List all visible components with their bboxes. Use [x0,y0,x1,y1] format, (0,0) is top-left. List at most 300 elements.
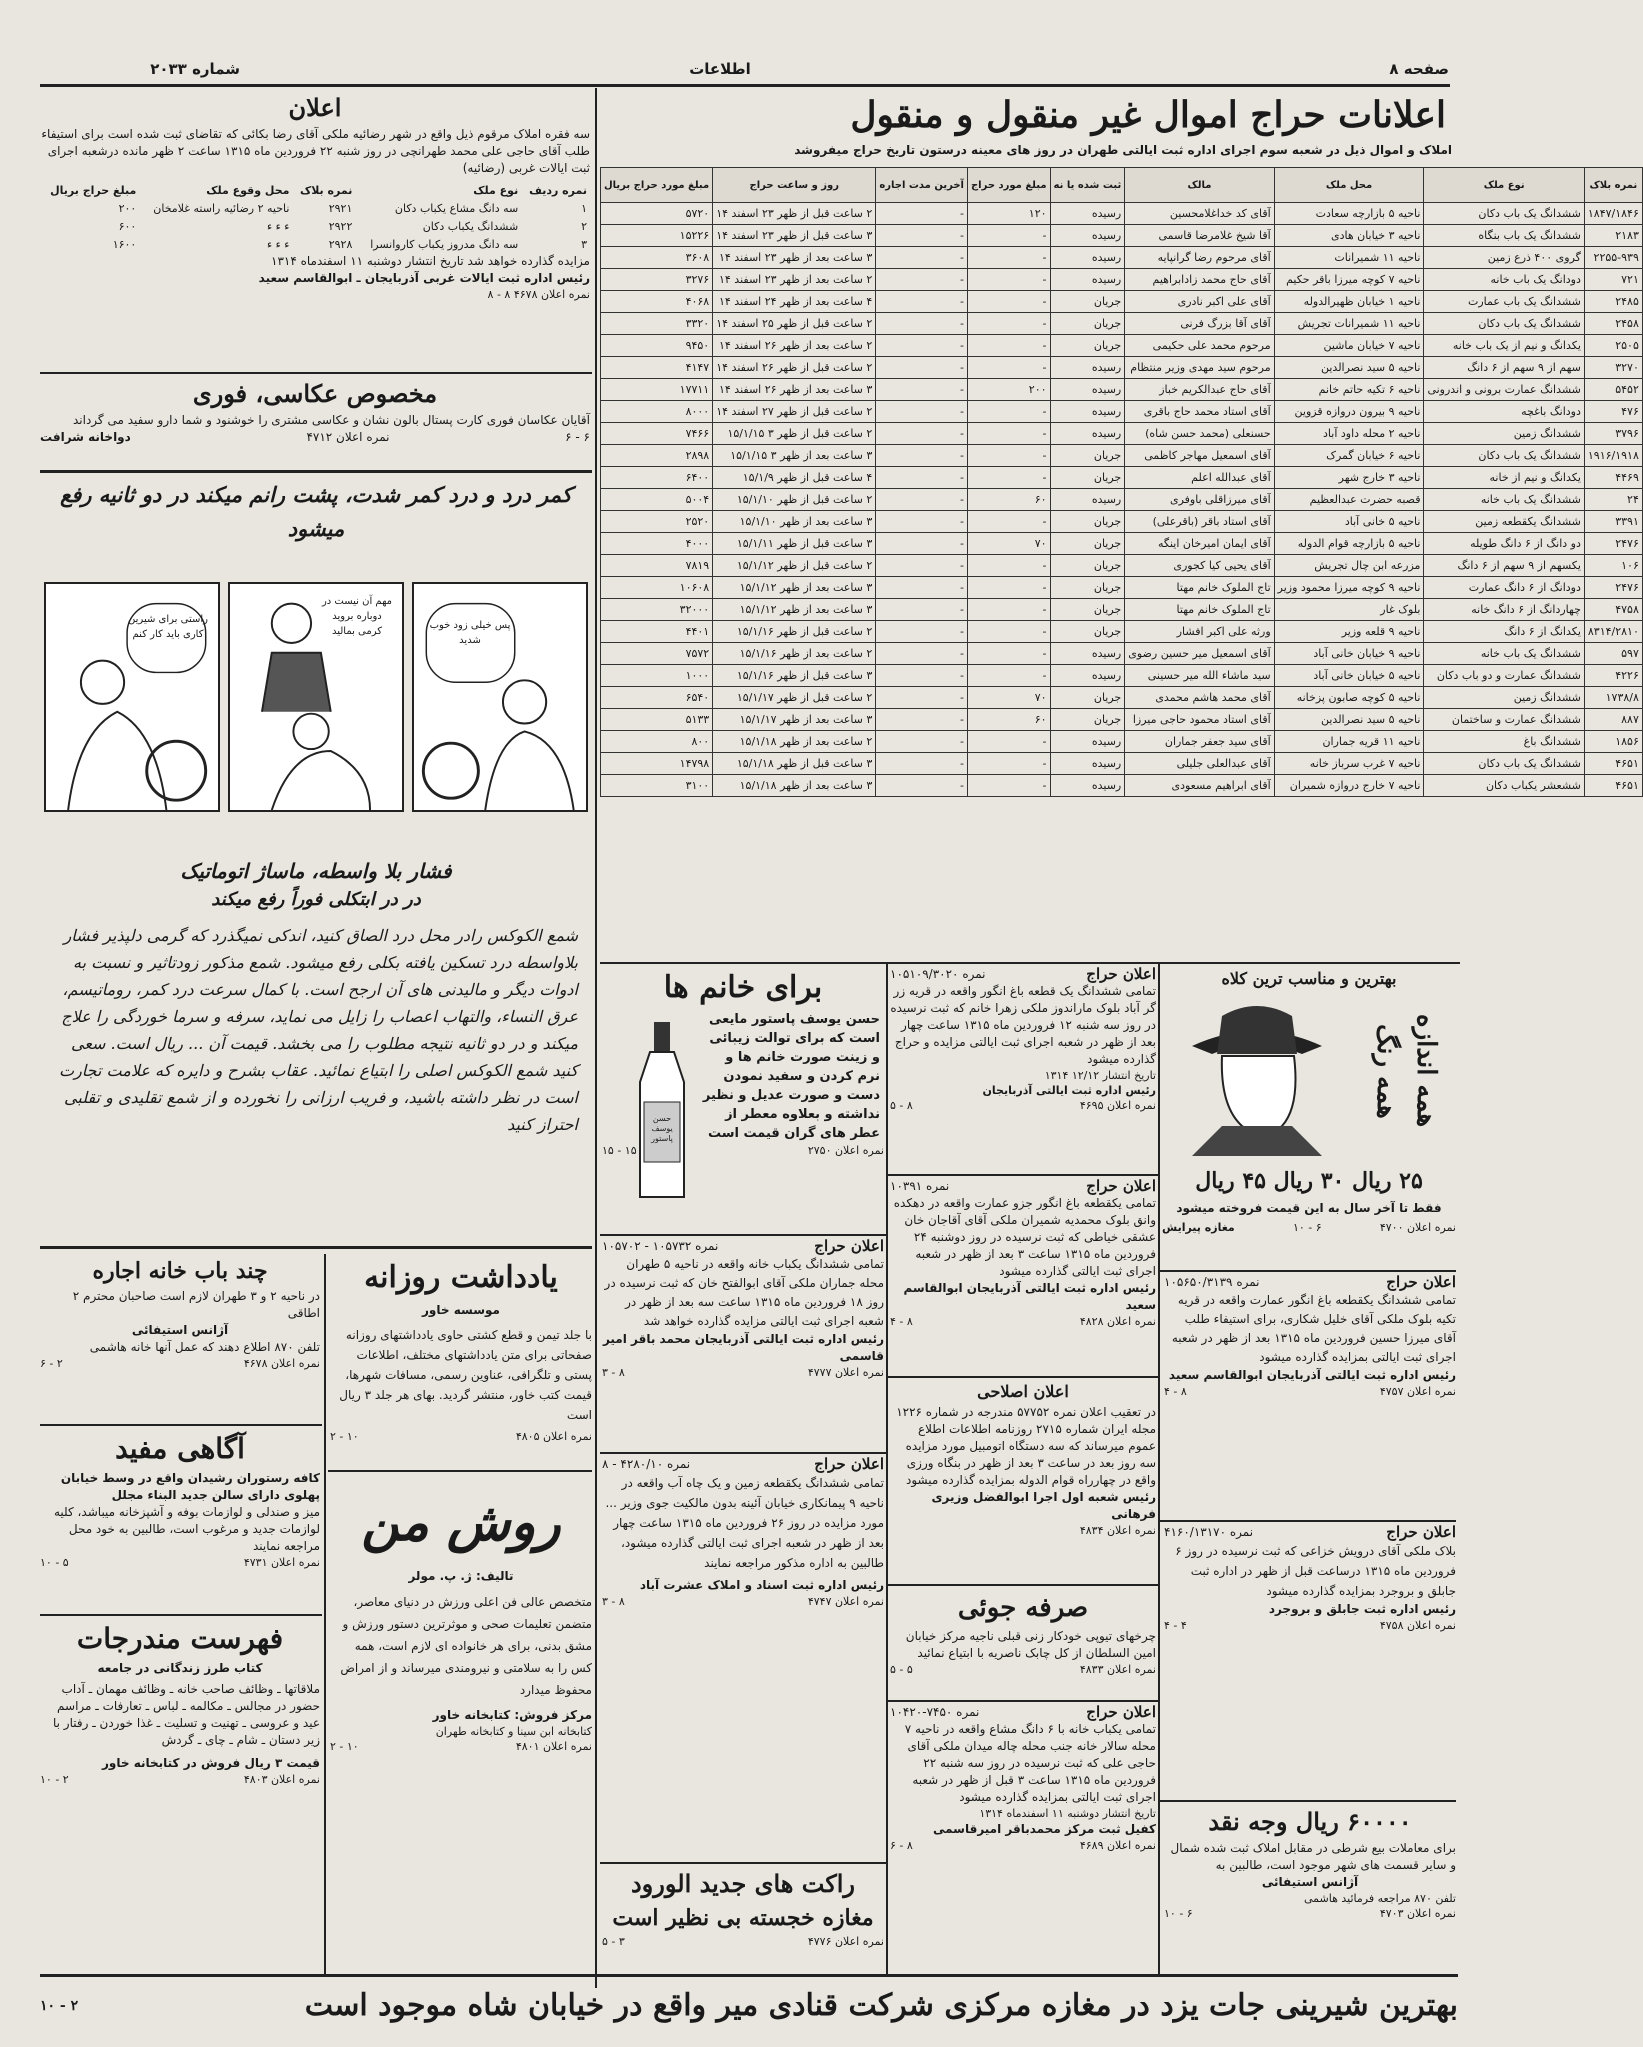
auction-cell: - [876,489,968,511]
auction-cell: - [876,291,968,313]
auction-cell: ۵۹۷ [1584,643,1642,665]
ad-women [602,966,884,1232]
ad-harraj1-code: ۸ - ۵ [890,1099,913,1112]
ad-rent-title: چند باب خانه اجاره [92,1258,268,1284]
auction-cell: ششدانگ یک باب دکان [1424,445,1584,467]
ad-toc-code: ۲ - ۱۰ [40,1773,69,1786]
ad-roshan-num: نمره اعلان ۴۸۰۱ [515,1740,592,1753]
prop-col-price: مبلغ حراج بریال [50,183,137,197]
auction-cell: جریان [1050,599,1125,621]
footer-code: ۲ - ۱۰ [40,1998,79,2014]
ad-photo [40,376,590,466]
auction-cell: ۱۰۶۰۸ [601,577,713,599]
ad-harraj6-sign: کفیل ثبت مرکز محمدباقر امیرقاسمی [932,1822,1156,1836]
ad-sarfe-num: نمره اعلان ۴۸۳۳ [1079,1663,1156,1676]
auction-row [601,731,1643,753]
divider [600,962,1460,964]
auction-cell: ششدانگ زمین [1424,687,1584,709]
ad-useful-title: آگاهی مفید [115,1432,245,1465]
ad-toc-sub: کتاب طرز زندگانی در جامعه [97,1661,263,1675]
ad-roshan-author: تالیف: ژ. پ. مولر [408,1569,514,1583]
auction-section [600,90,1639,970]
auction-cell: ۳۱۰۰ [601,775,713,797]
ad-harraj2-text: تمامی یکقطعه باغ انگور جزو عمارت واقعه در دهکده وانق بلوک محمدیه شمیران ملکی آقای آقاجان خان عشقی خیاطی که ثبت نرسیده در روز دوشنبه ۲۴ فروردین ماه ۱۳۱۵ ساعت ۳ بعد از ظهر در شعبه اجرای ثبت ایالتی گذارده میشود [893,1196,1156,1278]
auction-cell: ۲ ساعت قبل از ظهر ۳ ۱۵/۱/۱۵ [713,423,876,445]
auction-cell: ۳۲۷۶ [601,269,713,291]
issue-number: شماره ۲۰۳۳ [150,60,240,78]
divider [888,1376,1158,1378]
auction-cell: ناحیه ۹ کوچه میرزا محمود وزیر [1274,577,1424,599]
ad-cash-tel: تلفن ۸۷۰ مراجعه فرمائید هاشمی [1303,1892,1456,1905]
prop-col-row: نمره ردیف [529,183,587,197]
ad-harraj7-num: نمره اعلان ۴۷۵۸ [1379,1619,1456,1632]
ad-cash-agency: آژانس استیفائی [1261,1875,1359,1889]
ad-useful [40,1428,320,1612]
ad-harraj2-ref: نمره ۱۰۳۹۱ [890,1179,950,1193]
auction-cell: - [967,401,1050,423]
ad-toc [40,1618,320,1964]
auction-cell: یکدانگ و نیم از خانه [1424,467,1584,489]
auction-row [601,269,1643,291]
auction-cell: ۶۰ [967,709,1050,731]
auction-cell: ناحیه ۵ خانی آباد [1274,511,1424,533]
auction-cell: ناحیه ۳ خیابان هادی [1274,225,1424,247]
ad-harraj1-sign: رئیس اداره ثبت ایالتی آذربایجان [982,1084,1156,1097]
auction-cell: ۳۶۰۸ [601,247,713,269]
auction-cell: - [876,313,968,335]
cell: ۲۹۲۱ [328,201,353,215]
auction-cell: ناحیه ۷ خارج دروازه شمیران [1274,775,1424,797]
auction-cell: ۱۷۳۸/۸ [1584,687,1642,709]
ad-photo-title: مخصوص عکاسی، فوری [192,379,438,408]
cell: ۲ [581,219,587,233]
cell: ۲۹۲۸ [328,237,353,251]
auction-cell: ۴۴۶۹ [1584,467,1642,489]
auction-cell: - [967,335,1050,357]
footer-text: بهترین شیرینی جات یزد در مغازه مرکزی شرکت قنادی میر واقع در خیابان شاه موجود است [304,1988,1458,2023]
ad-harraj6-date: تاریخ انتشار دوشنبه ۱۱ اسفندماه ۱۳۱۴ [979,1807,1156,1820]
auction-cell: - [967,269,1050,291]
auction-cell: ناحیه ۱ خیابان ظهیرالدوله [1274,291,1424,313]
ad-harraj5-num: نمره اعلان ۴۷۴۷ [807,1595,884,1608]
auction-cell: ناحیه ۶ تکیه حاتم خانم [1274,379,1424,401]
auction-cell: ششدانگ یک باب دکان [1424,203,1584,225]
ad-alcox-headline: کمر درد و درد کمر شدت، پشت رانم میکند در دو ثانیه رفع میشود [60,482,572,541]
auction-table [600,167,1643,797]
auction-cell: آقای آقا بزرگ فرنی [1125,313,1274,335]
auction-cell: ششدانگ یکقطعه زمین [1424,511,1584,533]
ad-alcox-body: شمع الکوکس رادر محل درد الصاق کنید، اندکی نمیگذرد که گرمی دلپذیر فشار بلاواسطه درد تسکین یافته بکلی رفع میشود. شمع مذکور زودتاثیر و نسبت به ادوات دیگر و مالیدنی های آن ارجح است. با کمال سرعت درد کمر، روماتیسم، عرق النساء، والتهاب اعصاب را زایل می نماید، سرفه و سرما خوردگی را علاج میکند و در دو ثانیه نتیجه مطلوب را می بخشد. قیمت آن ... ریال است. سعی کنید شمع الکوکس اصلی را ابتیاع نمائید. عقاب بشرح و دایره که علامت تجارت است در نظر داشته باشید، و فریب ارزانی را نخورده و از شمع تقلیدی و تقلبی احتراز کنید [59,926,578,1134]
cell: ششدانگ یکباب دکان [422,219,519,233]
auction-cell: ۳ ساعت قبل از ظهر ۱۵/۱/۱۱ [713,533,876,555]
auction-row [601,335,1643,357]
auction-cell: ۷۵۷۲ [601,643,713,665]
auction-cell: - [876,401,968,423]
ad-hat-title: بهترین و مناسب ترین کلاه [1221,969,1397,988]
auction-cell: ۱۰۶ [1584,555,1642,577]
ad-diary-pub: موسسه خاور [422,1303,500,1317]
ad-sarfe [890,1588,1156,1698]
auction-row [601,291,1643,313]
auction-cell: - [967,313,1050,335]
auction-row [601,203,1643,225]
auction-cell: - [967,621,1050,643]
auction-subtitle: املاک و اموال ذیل در شعبه سوم اجرای اداره ثبت ایالتی طهران در روز های معینه درستون تاریخ حراج میفروشد [794,143,1452,157]
ad-rent-code: ۲ - ۶ [40,1357,63,1370]
auction-cell: ناحیه ۵ بازارچه سعادت [1274,203,1424,225]
cell: ء ء ء [266,219,290,233]
ad-harraj2-title: اعلان حراج [1086,1177,1156,1195]
comic-panel-1 [44,582,220,812]
col-owner: مالک [1125,168,1274,203]
auction-cell: ناحیه ۶ خیابان گمرک [1274,445,1424,467]
auction-cell: آقای مرحوم رضا گرانپایه [1125,247,1274,269]
auction-cell: ۴۱۴۷ [601,357,713,379]
auction-cell: - [876,247,968,269]
footer-banner [40,1980,1458,2036]
auction-cell: ششدانگ یک باب عمارت [1424,291,1584,313]
auction-cell: ۲۴۸۵ [1584,291,1642,313]
ad-toc-title: فهرست مندرجات [76,1622,284,1655]
ad-property-title: اعلان [288,93,342,122]
auction-cell: ۴۰۶۸ [601,291,713,313]
ad-roshan-text: متخصص عالی فن اعلی ورزش در دنیای معاصر، متضمن تعلیمات صحی و موثرترین دستور ورزش و مشق بدنی، برای هر خانواده ای لازم است، همه کس را به سلامتی و نیرومندی میرساند و از امراض محفوظ میدارد [340,1595,592,1697]
ad-harraj5-text: تمامی ششدانگ یکقطعه زمین و یک چاه آب واقعه در ناحیه ۹ پیمانکاری خیابان آئینه بدون مالکیت جوی وزیر ... مورد مزایده در روز ۲۶ فروردین ماه ۱۳۱۵ ساعت چهار بعد از ظهر در شعبه اجرای ثبت ایالتی گذارده میشود، طالبین به اداره مذکور مراجعه نمایند [605,1476,884,1570]
ad-alcox-subhead: فشار بلا واسطه، ماساژ اتوماتیک [180,859,452,883]
auction-cell: ۲۴ [1584,489,1642,511]
auction-cell: - [876,687,968,709]
auction-cell: ناحیه ۱۱ شمیرانات [1274,247,1424,269]
ad-harraj3 [1164,1274,1456,1518]
table-row [40,217,590,235]
auction-cell: سید ماشاء الله میر حسینی [1125,665,1274,687]
ad-hat-shop: مغازه پیرایش [1162,1221,1235,1234]
auction-cell: ۳ ساعت بعد از ظهر ۱۵/۱/۱۰ [713,511,876,533]
auction-row [601,599,1643,621]
divider [40,470,592,473]
auction-cell: آقای ابراهیم مسعودی [1125,775,1274,797]
auction-row [601,533,1643,555]
auction-cell: - [967,291,1050,313]
ad-harraj3-code: ۸ - ۴ [1164,1385,1187,1398]
auction-cell: رسیده [1050,379,1125,401]
ad-eslahi-title: اعلان اصلاحی [977,1382,1069,1401]
auction-cell: رسیده [1050,225,1125,247]
perfume-bottle-icon [632,1022,692,1202]
perfume-bottle-label: حسن یوسف پاستور [651,1114,673,1143]
ad-sarfe-text: چرخهای تیوپی خودکار زنی قبلی ناجیه مرکز خیابان امین السلطان از کل چابک ناصریه با ابتیاع نمائید [905,1629,1156,1660]
auction-cell: ۳ ساعت قبل از ظهر ۲۳ اسفند ۱۴ [713,225,876,247]
auction-cell: آقای یحیی کیا کجوری [1125,555,1274,577]
auction-cell: ۱۸۵۶ [1584,731,1642,753]
ad-women-title: برای خانم ها [663,970,823,1005]
ad-hat-note: فقط تا آخر سال به این قیمت فروخته میشود [1176,1201,1442,1215]
auction-cell: آقای ایمان امیرخان اینگه [1125,533,1274,555]
ad-roshan-title: روش من [361,1492,561,1553]
divider [888,1584,1158,1586]
auction-cell: ۵۷۲۰ [601,203,713,225]
auction-cell: یکدانگ و نیم از یک باب خانه [1424,335,1584,357]
auction-cell: قصبه حضرت عبدالعظیم [1274,489,1424,511]
ad-photo-shop: دواخانه شرافت [40,430,131,444]
auction-cell: مرحوم محمد علی حکیمی [1125,335,1274,357]
auction-cell: رسیده [1050,247,1125,269]
auction-cell: ناحیه ۵ خیابان خانی آباد [1274,665,1424,687]
ad-harraj5-code: ۸ - ۳ [602,1595,625,1608]
auction-cell: دودانگ یک باب خانه [1424,269,1584,291]
auction-cell: آقای اسمعیل مهاجر کاظمی [1125,445,1274,467]
auction-cell: جریان [1050,687,1125,709]
auction-cell: ۲۵۲۰ [601,511,713,533]
auction-cell: رسیده [1050,423,1125,445]
ad-hat-num: نمره اعلان ۴۷۰۰ [1379,1221,1456,1234]
ad-harraj3-text: تمامی ششدانگ یکقطعه باغ انگور عمارت واقعه در قریه تکیه بلوک ملکی آقای خلیل شکاری، برای استیفاء طلب آقای میرزا حسین فروردین ماه ۱۳۱۵ بعد از ظهر در شعبه اجرای ثبت ایالتی بمزایده گذارده میشود [1171,1293,1456,1364]
ad-eslahi [890,1380,1156,1582]
auction-cell: ۸۰۰۰ [601,401,713,423]
auction-cell: ۴۶۵۱ [1584,753,1642,775]
auction-cell: ۲۵۰۵ [1584,335,1642,357]
col-registered: ثبت شده یا نه [1050,168,1125,203]
divider [328,1470,592,1472]
auction-cell: - [967,555,1050,577]
col-price: مبلغ مورد حراج بریال [601,168,713,203]
auction-cell: رسیده [1050,203,1125,225]
ad-harraj6-ref: نمره ۷۴۵۰-۱۰۴۲۰ [890,1705,980,1719]
auction-row [601,621,1643,643]
auction-cell: ۲ ساعت بعد از ظهر ۲۶ اسفند ۱۴ [713,335,876,357]
auction-cell: آقا شیخ غلامرضا قاسمی [1125,225,1274,247]
auction-cell: ۹۴۵۰ [601,335,713,357]
auction-cell: ۳ ساعت بعد از ظهر ۲۶ اسفند ۱۴ [713,379,876,401]
auction-cell: - [967,665,1050,687]
ad-harraj1-text: تمامی ششدانگ یک قطعه باغ انگور واقعه در قریه زر گر آباد بلوک ماراندوز ملکی زهرا خانم که ثبت نرسیده در روز سه شنبه ۱۲ فروردین ماه ۱۳۱۵ ساعت چهار بعد از ظهر در شعبه اجرای ثبت ایالتی مزایده و حراج گذارده میشود [890,984,1156,1066]
auction-cell: ۳ ساعت بعد از ظهر ۳ ۱۵/۱/۱۵ [713,445,876,467]
ad-women-num: نمره اعلان ۲۷۵۰ [807,1144,884,1157]
auction-cell: ۳ ساعت بعد از ظهر ۱۵/۱/۱۲ [713,577,876,599]
cell: ء ء ء [266,237,290,251]
ad-harraj2-num: نمره اعلان ۴۸۲۸ [1079,1315,1156,1328]
auction-cell: ورثه علی اکبر افشار [1125,621,1274,643]
divider [40,1614,322,1616]
auction-cell: - [967,577,1050,599]
auction-row [601,225,1643,247]
auction-cell: رسیده [1050,401,1125,423]
auction-row [601,577,1643,599]
auction-cell: ۲ ساعت قبل از ظهر ۲۳ اسفند ۱۴ [713,203,876,225]
auction-cell: - [876,467,968,489]
auction-row [601,247,1643,269]
auction-cell: مرحوم سید مهدی وزیر منتظام [1125,357,1274,379]
auction-cell: - [967,599,1050,621]
divider [888,1700,1158,1702]
ad-racket [602,1866,884,1966]
auction-cell: - [876,621,968,643]
ad-property-footer: مزایده گذارده خواهد شد تاریخ انتشار دوشنبه ۱۱ اسفندماه ۱۳۱۴ [271,254,590,268]
auction-cell: آقای حاج محمد زادابراهیم [1125,269,1274,291]
auction-cell: تاج الملوک خانم مهتا [1125,599,1274,621]
auction-cell: - [967,643,1050,665]
auction-cell: ۲ ساعت بعد از ظهر ۱۵/۱/۱۶ [713,643,876,665]
ad-toc-price: قیمت ۳ ریال فروش در کتابخانه خاور [102,1756,320,1770]
auction-cell: ۴ ساعت قبل از ظهر ۱۵/۱/۹ [713,467,876,489]
ad-harraj4-ref: نمره ۱۰۵۷۳۲ - ۱۰۵۷۰۲ [602,1239,719,1253]
ad-cash-title: ۶۰۰۰۰ ریال وجه نقد [1208,1807,1412,1836]
auction-cell: ۷۲۱ [1584,269,1642,291]
auction-cell: ۴۶۵۱ [1584,775,1642,797]
divider [40,372,592,374]
auction-cell: - [876,775,968,797]
ad-rent-line: تلفن ۸۷۰ اطلاع دهند که عمل آنها خانه هاشمی [89,1340,320,1354]
auction-cell: - [876,643,968,665]
auction-cell: جریان [1050,335,1125,357]
auction-cell: ۲ ساعت قبل از ظهر ۱۵/۱/۱۲ [713,555,876,577]
ad-harraj1-ref: نمره ۱۰۵۱۰۹/۳۰۲۰ [890,967,986,981]
ad-cash-num: نمره اعلان ۴۷۰۳ [1379,1907,1456,1920]
auction-cell: جریان [1050,445,1125,467]
auction-cell: حسنعلی (محمد حسن شاه) [1125,423,1274,445]
auction-cell: آقای محمد هاشم محمدی [1125,687,1274,709]
ad-racket-code: ۳ - ۵ [602,1935,625,1948]
auction-cell: ۳ ساعت بعد از ظهر ۱۵/۱/۱۲ [713,599,876,621]
auction-cell: - [876,709,968,731]
ad-harraj2-sign: رئیس اداره ثبت ایالتی آذربایجان ابوالقاسم سعید [903,1281,1156,1312]
auction-cell: ششدانگ عمارت برونی و اندرونی [1424,379,1584,401]
ad-harraj7 [1164,1524,1456,1714]
auction-cell: گروی ۴۰۰ ذرع زمین [1424,247,1584,269]
auction-cell: ۵۰۰۴ [601,489,713,511]
auction-cell: رسیده [1050,665,1125,687]
col-block: نمره بلاک [1584,168,1642,203]
ad-cash-text: برای معاملات بیع شرطی در مقابل املاک ثبت شده شمال و سایر قسمت های شهر موجود است، طالبین به [1170,1841,1456,1872]
ad-property-text: سه فقره املاک مرقوم ذیل واقع در شهر رضائیه ملکی آقای رضا بکائی که تقاضای ثبت شده است برای استیفاء طلب آقای حاجی علی محمد طهرانچی در روز شنبه ۲۲ فروردین ماه ۱۳۱۵ ساعت ۲ ظهر مانده درشعبه اجرای ثبت ایالات غربی (رضائیه) [41,127,590,175]
auction-row [601,709,1643,731]
auction-cell: ناحیه ۵ سید نصرالدین [1274,357,1424,379]
auction-cell: ۱۲۰ [967,203,1050,225]
auction-cell: رسیده [1050,731,1125,753]
auction-cell: ششدانگ یک باب دکان [1424,753,1584,775]
auction-cell: ناحیه ۵ کوچه صابون پزخانه [1274,687,1424,709]
ad-racket-title: راکت های جدید الورود [630,1869,856,1898]
auction-row [601,489,1643,511]
col-location: محل ملک [1274,168,1424,203]
ad-harraj3-title: اعلان حراج [1386,1273,1456,1291]
ad-harraj5-ref: نمره ۴۲۸۰/۱۰ - ۸ [602,1457,691,1471]
auction-cell: - [876,665,968,687]
ad-harraj5-title: اعلان حراج [814,1455,884,1473]
auction-row [601,357,1643,379]
cell: ۱۶۰۰ [112,237,137,251]
ad-harraj3-ref: نمره ۱۰۵۶۵۰/۳۱۳۹ [1164,1275,1260,1289]
auction-cell: ۱۹۱۶/۱۹۱۸ [1584,445,1642,467]
ad-hat-side: همه اندازه همه رنگ [1371,1014,1441,1128]
auction-cell: ششدانگ یک باب خانه [1424,643,1584,665]
ad-photo-text: آقایان عکاسان فوری کارت پستال بالون نشان و عکاسی مشتری را خوشنود و شما دارو سفید می گرداند [72,413,590,427]
auction-cell: آقای استاد محمود حاجی میرزا [1125,709,1274,731]
auction-cell: ۴۰۰۰ [601,533,713,555]
auction-cell: ۳ ساعت بعد از ظهر ۲۳ اسفند ۱۴ [713,247,876,269]
auction-cell: ناحیه ۳ خارج شهر [1274,467,1424,489]
cell: ۲۹۲۲ [328,219,353,233]
auction-cell: آقای علی اکبر نادری [1125,291,1274,313]
ad-women-text: حسن یوسف پاستور مایعی است که برای توالت زیبائی و زینت صورت خانم ها و نرم کردن و سفید نمودن دست و صورت عدیل و نظیر نداشته و بعلاوه معطر از عطر های گران قیمت است [702,1012,880,1141]
auction-cell: ۴۷۶ [1584,401,1642,423]
ad-alcox [44,478,588,1238]
auction-cell: رسیده [1050,775,1125,797]
divider [888,1174,1158,1176]
auction-header-row [601,168,1643,203]
ad-harraj6-num: نمره اعلان ۴۶۸۹ [1079,1839,1156,1852]
ad-alcox-subhead2: در در ابتکلی فوراً رفع میکند [211,889,421,910]
col-lease: آخرین مدت اجاره [876,168,968,203]
auction-cell: - [967,423,1050,445]
column-rule-mid1 [886,964,888,1974]
cell: ناحیه ۲ رضائیه راسته غلامخان [153,201,290,215]
auction-cell: - [876,423,968,445]
auction-cell: ششدانگ یک باب خانه [1424,489,1584,511]
auction-cell: ۵۴۵۲ [1584,379,1642,401]
ad-property-num: نمره اعلان ۴۶۷۸ ۸ - ۸ [487,288,590,301]
auction-row [601,445,1643,467]
auction-cell: چهاردانگ از ۶ دانگ خانه [1424,599,1584,621]
ad-harraj7-code: ۴ - ۴ [1164,1619,1187,1632]
auction-cell: ۶۴۰۰ [601,467,713,489]
prop-col-location: محل وقوع ملک [206,183,290,197]
auction-cell: ناحیه ۲ محله داود آباد [1274,423,1424,445]
ad-harraj4-sign: رئیس اداره ثبت ایالتی آذربایجان محمد باقر امیر قاسمی [602,1332,884,1363]
auction-cell: ۴ ساعت بعد از ظهر ۲۴ اسفند ۱۴ [713,291,876,313]
ad-harraj1-title: اعلان حراج [1086,965,1156,983]
auction-cell: - [876,445,968,467]
ad-useful-code: ۵ - ۱۰ [40,1556,69,1569]
table-row [40,235,590,253]
auction-cell: ۳۳۲۰ [601,313,713,335]
auction-row [601,775,1643,797]
ad-harraj4-code: ۸ - ۳ [602,1366,625,1379]
page-number: صفحه ۸ [1389,60,1449,78]
auction-cell: آقای استاد باقر (باقرعلی) [1125,511,1274,533]
auction-cell: - [967,247,1050,269]
ad-women-code: ۱۵ - ۱۵ [602,1144,637,1157]
auction-cell: - [876,577,968,599]
ad-harraj6-code: ۸ - ۶ [890,1839,913,1852]
comic-panel-2 [228,582,404,812]
auction-cell: - [876,555,968,577]
auction-cell: بلوک غار [1274,599,1424,621]
auction-cell: ناحیه ۷ خیابان ماشین [1274,335,1424,357]
ad-harraj2-code: ۸ - ۴ [890,1315,913,1328]
auction-cell: دودانگ از ۶ دانگ عمارت [1424,577,1584,599]
auction-cell: ۳ ساعت قبل از ظهر ۱۵/۱/۱۶ [713,665,876,687]
auction-cell: آقای میرزاقلی باوفری [1125,489,1274,511]
auction-cell: جریان [1050,555,1125,577]
auction-cell: ۳ ساعت بعد از ظهر ۱۵/۱/۱۸ [713,775,876,797]
footer-rule [40,1974,1458,1977]
ad-diary-code: ۱۰ - ۲ [330,1430,359,1443]
auction-cell: جریان [1050,621,1125,643]
auction-cell: ناحیه ۵ سید نصرالدین [1274,709,1424,731]
ad-roshan [330,1478,592,1968]
auction-cell: - [876,533,968,555]
ad-hat-footer [1162,1220,1456,1235]
auction-cell: - [876,753,968,775]
ad-diary-title: یادداشت روزانه [364,1260,558,1295]
ad-harraj5-sign: رئیس اداره ثبت اسناد و املاک عشرت آباد [639,1578,884,1592]
auction-cell: رسیده [1050,269,1125,291]
auction-cell: ۳۲۷۰ [1584,357,1642,379]
auction-cell: ۳۲۰۰۰ [601,599,713,621]
auction-cell: ۲۰۰ [967,379,1050,401]
divider [40,1424,322,1426]
